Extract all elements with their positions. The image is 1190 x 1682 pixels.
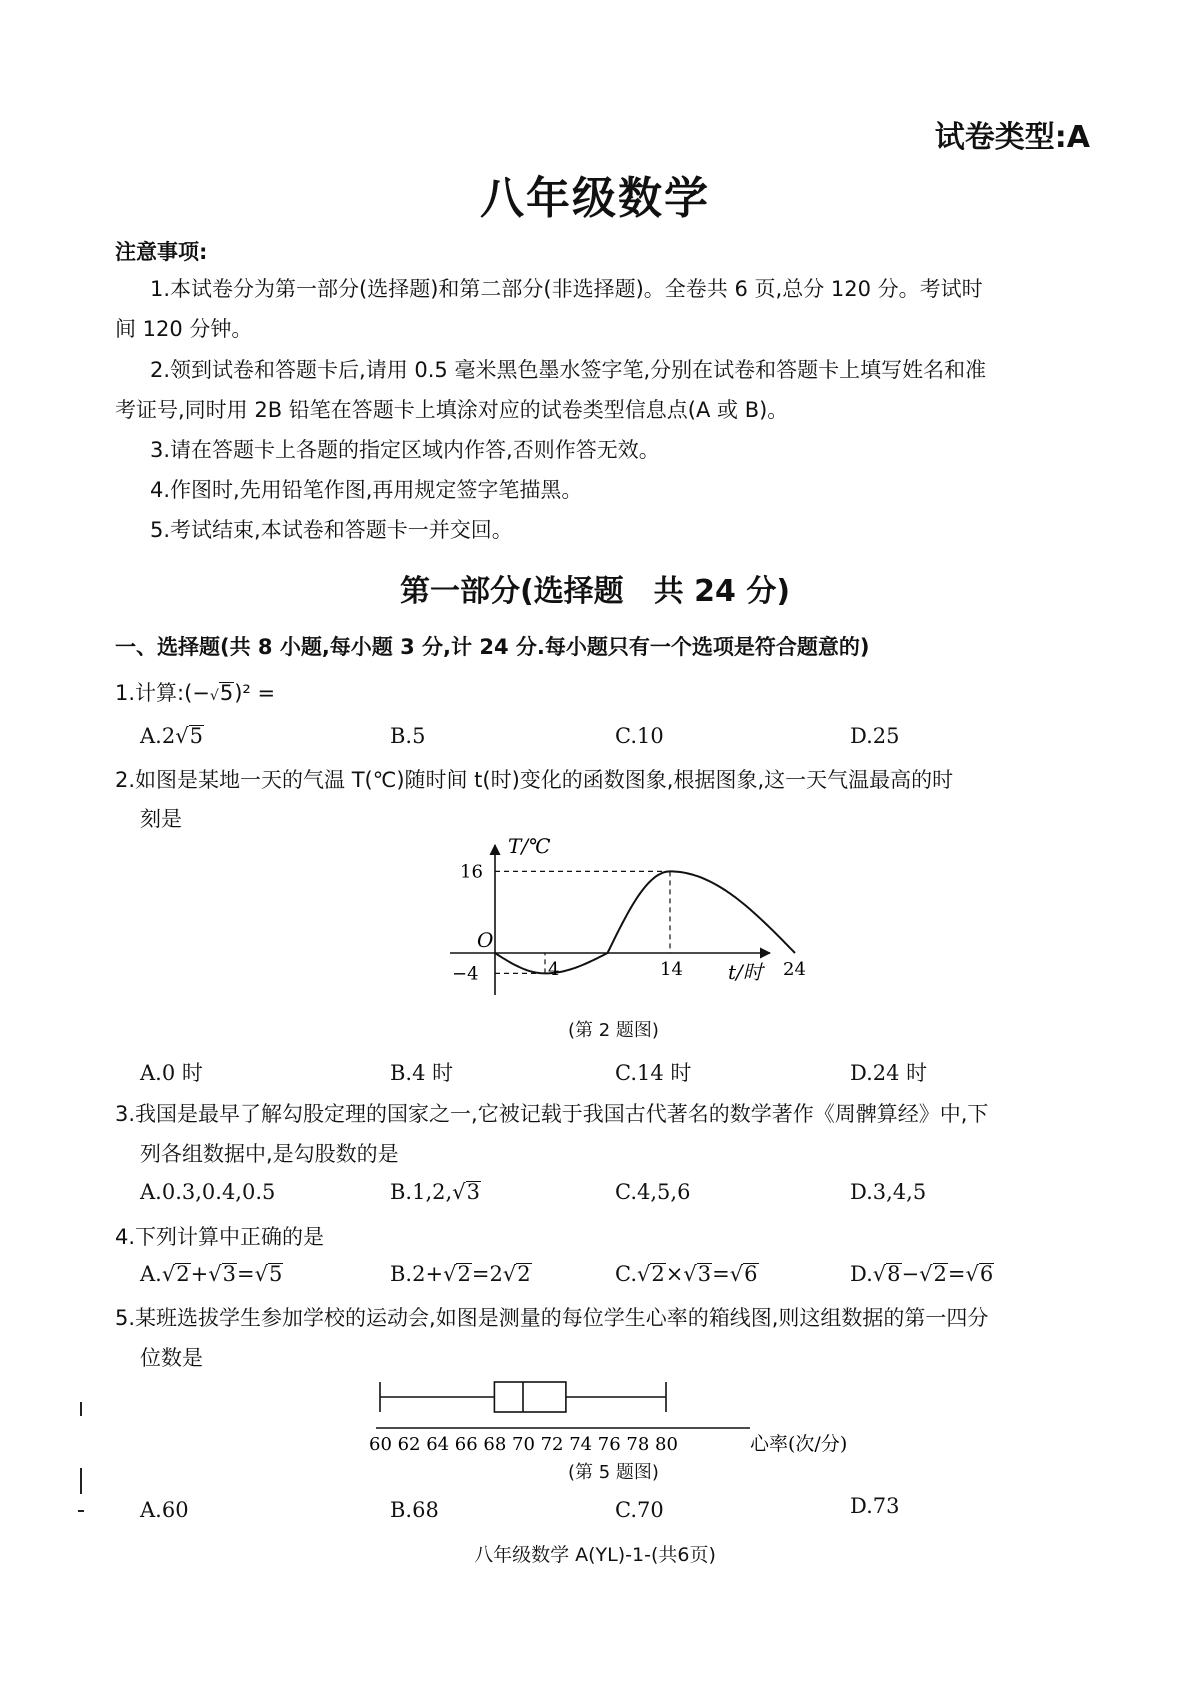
boxplot-tick-label: 74 [569,1434,593,1455]
q4-option-b: B.2+√2=2√2 [390,1262,531,1286]
graph-y-axis-label: T/℃ [508,834,551,858]
boxplot-tick-label: 70 [512,1434,535,1455]
q5-option-a: A.60 [140,1498,189,1522]
part-heading: 一、选择题(共 8 小题,每小题 3 分,计 24 分.每小题只有一个选项是符合题意的) [115,635,870,659]
boxplot-tick-label: 66 [454,1434,478,1455]
q3-option-b-prefix: B.1,2, [390,1180,453,1204]
question-5-stem-line1: 5.某班选拔学生参加学校的运动会,如图是测量的每位学生心率的箱线图,则这组数据的第一四分 [115,1306,989,1330]
q5-option-c: C.70 [615,1498,664,1522]
exam-title: 八年级数学 [480,173,710,224]
boxplot-tick-label: 60 [369,1434,392,1455]
q1-option-c: C.10 [615,724,664,748]
notice-item-2: 2.领到试卷和答题卡后,请用 0.5 毫米黑色墨水签字笔,分别在试卷和答题卡上填写姓名和准 [150,358,987,382]
boxplot-tick-label: 72 [540,1434,564,1455]
q4-option-a: A.√2+√3=√5 [140,1262,283,1286]
notice-item-2-cont: 考证号,同时用 2B 铅笔在答题卡上填涂对应的试卷类型信息点(A 或 B)。 [115,398,789,422]
notice-item-5: 5.考试结束,本试卷和答题卡一并交回。 [150,518,513,542]
q3-option-b: B.1,2,√3 [390,1180,480,1204]
q1-option-a-prefix: A.2 [140,724,176,748]
q2-option-a: A.0 时 [140,1061,203,1085]
temperature-graph [430,834,806,1015]
question-4-stem: 4.下列计算中正确的是 [115,1225,325,1249]
binding-margin-mark [80,1402,82,1416]
question-2-stem-line1: 2.如图是某地一天的气温 T(℃)随时间 t(时)变化的函数图象,根据图象,这一天气温最高的时 [115,768,954,792]
q1-option-a-radicand: 5 [189,724,203,748]
boxplot-tick-label: 78 [626,1434,650,1455]
q3-option-b-radicand: 3 [466,1180,480,1204]
binding-margin-mark [78,1510,84,1512]
question-1-stem: 1.计算:(−√5)² = [115,681,276,705]
notice-item-1: 1.本试卷分为第一部分(选择题)和第二部分(非选择题)。全卷共 6 页,总分 120 分。考试时 [150,277,983,301]
question-3-stem-line1: 3.我国是最早了解勾股定理的国家之一,它被记载于我国古代著名的数学著作《周髀算经》中,下 [115,1102,989,1126]
boxplot-axis-label: 心率(次/分) [750,1433,848,1455]
boxplot-box [494,1382,566,1412]
question-3-stem-line2: 列各组数据中,是勾股数的是 [140,1142,399,1166]
q3-option-c: C.4,5,6 [615,1180,691,1204]
q1-stem-part-b: )² = [234,681,276,705]
boxplot-tick-label: 64 [426,1434,450,1455]
notice-item-4: 4.作图时,先用铅笔作图,再用规定签字笔描黑。 [150,478,583,502]
q5-figure-caption: (第 5 题图) [568,1462,659,1483]
question-2-stem-line2: 刻是 [140,807,182,831]
graph-x-axis-label: t/时 [728,960,763,984]
heart-rate-boxplot [370,1376,890,1456]
boxplot-tick-label: 76 [597,1434,621,1455]
q5-option-b: B.68 [390,1498,439,1522]
temperature-curve [495,871,795,973]
q1-stem-radicand: 5 [219,681,234,705]
notice-item-1-cont: 间 120 分钟。 [115,317,253,341]
boxplot-tick-label: 68 [483,1434,507,1455]
boxplot-tick-label: 80 [655,1434,678,1455]
q4-option-d: D.√8−√2=√6 [850,1262,994,1286]
q4-option-c: C.√2×√3=√6 [615,1262,758,1286]
q2-option-d: D.24 时 [850,1061,928,1085]
notice-heading: 注意事项: [115,240,208,264]
binding-margin-mark [80,1468,82,1494]
section-title: 第一部分(选择题 共 24 分) [399,574,791,609]
notice-item-3: 3.请在答题卡上各题的指定区域内作答,否则作答无效。 [150,438,660,462]
q3-option-a: A.0.3,0.4,0.5 [140,1180,276,1204]
q3-option-d: D.3,4,5 [850,1180,927,1204]
q1-stem-part-a: 1.计算:(− [115,681,210,705]
graph-x-tick-24: 24 [783,959,806,980]
graph-x-tick-4: 4 [548,959,560,980]
question-5-stem-line2: 位数是 [140,1346,203,1370]
boxplot-tick-label: 62 [397,1434,421,1455]
q5-option-d: D.73 [850,1494,900,1518]
page-footer: 八年级数学 A(YL)-1-(共6页) [474,1544,716,1566]
graph-x-tick-14: 14 [660,959,683,980]
q1-option-b: B.5 [390,724,426,748]
q2-option-c: C.14 时 [615,1061,692,1085]
graph-y-tick-16: 16 [460,861,483,883]
q2-option-b: B.4 时 [390,1061,454,1085]
q1-option-a: A.2√5 [140,724,203,748]
q2-figure-caption: (第 2 题图) [568,1020,659,1041]
graph-y-tick-neg4: −4 [452,963,479,985]
q1-option-d: D.25 [850,724,900,748]
paper-type-label: 试卷类型:A [934,120,1090,155]
graph-origin-label: O [477,928,494,952]
